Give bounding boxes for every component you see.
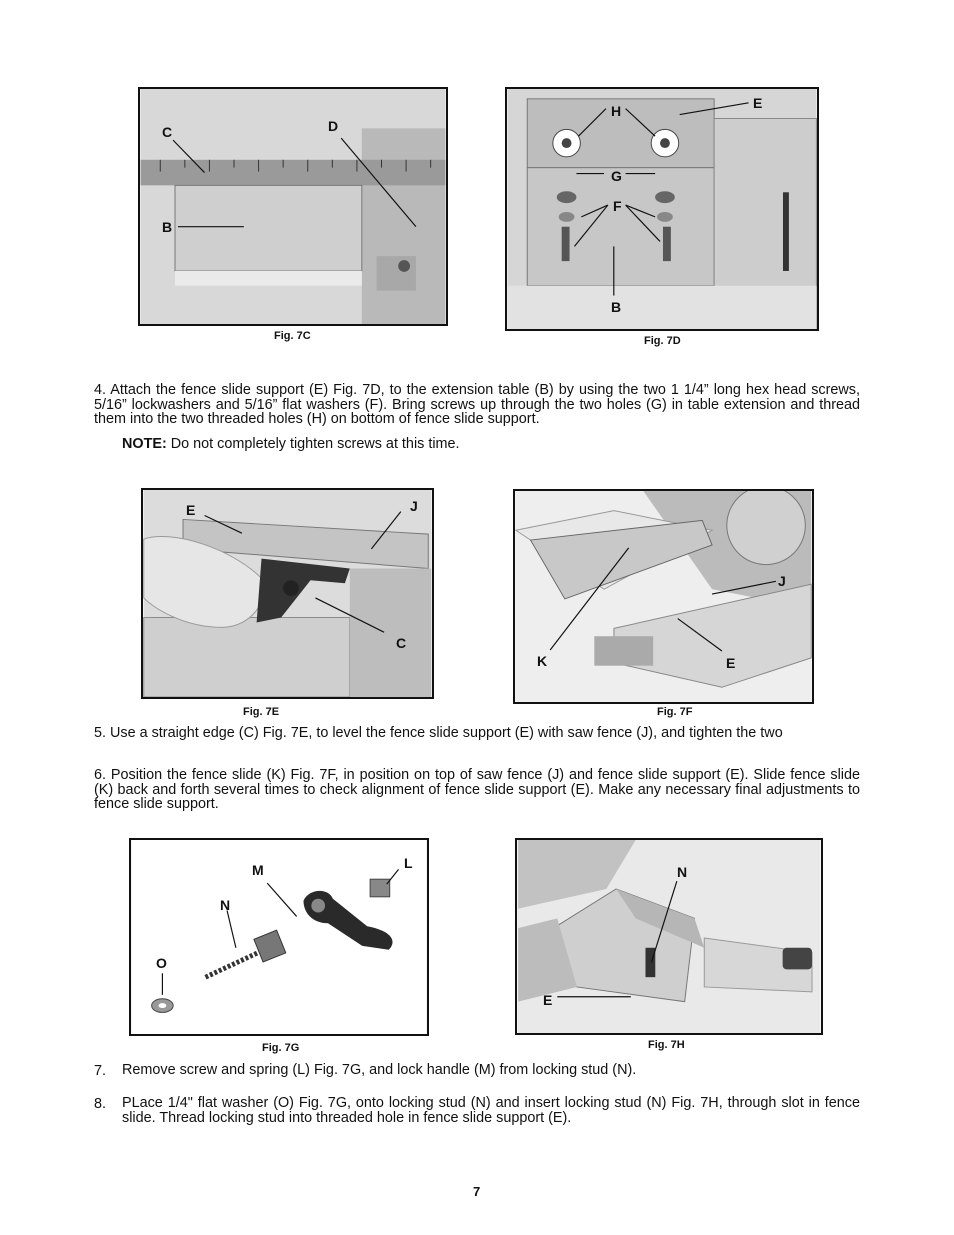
callout-m: M [252,862,264,878]
callout-c: C [162,124,173,140]
callout-e: E [753,95,763,111]
callout-j: J [410,498,418,514]
callout-b: B [611,299,622,315]
step-7: Remove screw and spring (L) Fig. 7G, and lock handle (M) from locking stud (N). [122,1062,637,1078]
figure-7h-caption: Fig. 7H [648,1039,685,1051]
step-6: 6. Position the fence slide (K) Fig. 7F, in position on top of saw fence (J) and fence slide support (E). Slide fence slide (K) back and forth several times to check alignment of fence slide support (E). Make any necessary final adjustments to fence slide support. [94,767,860,812]
step-7-number: 7. [94,1063,107,1079]
step-8: PLace 1/4" flat washer (O) Fig. 7G, onto locking stud (N) and insert locking stud (N) Fig. 7H, through slot in fence slide. Thread locking stud into threaded hole in fence slide support (E). [122,1095,860,1126]
callout-g: G [611,168,622,184]
note-text: Do not completely tighten screws at this time. [166,436,460,452]
callout-e: E [186,502,196,518]
straight-edge-illustration [140,89,446,324]
figure-7e-caption: Fig. 7E [243,706,280,718]
figure-7f-photo [513,489,814,704]
step-8-number: 8. [94,1096,107,1112]
figure-7c-photo [138,87,448,326]
callout-e: E [543,992,553,1008]
callout-k: K [537,653,548,669]
callout-f: F [613,198,622,214]
callout-e: E [726,655,736,671]
figure-7g-caption: Fig. 7G [262,1042,300,1054]
figure-7e-photo [141,488,434,699]
callout-h: H [611,103,622,119]
figure-7d-photo [505,87,819,331]
figure-7f-caption: Fig. 7F [657,706,693,718]
callout-l: L [404,855,413,871]
fence-slide-support-illustration [507,89,817,329]
step-4: 4. Attach the fence slide support (E) Fig. 7D, to the extension table (B) by using the two 1 1/4” long hex head screws, 5/16” lockwashers and 5/16” flat washers (F). Bring screws up through the two holes (G) in table extension and thread them into the two threaded holes (H) on bottom of fence slide support. [94,382,860,427]
callout-n: N [677,864,688,880]
step-5: 5. Use a straight edge (C) Fig. 7E, to level the fence slide support (E) with saw fence (J), and tighten the two [94,725,783,741]
note-label: NOTE: [122,436,167,452]
straight-edge-leveling-illustration [143,490,432,697]
callout-d: D [328,118,339,134]
locking-stud-parts-illustration [131,840,427,1034]
callout-b: B [162,219,173,235]
callout-j: J [778,573,786,589]
figure-7g-photo [129,838,429,1036]
callout-n: N [220,897,231,913]
locking-stud-installed-illustration [517,840,821,1033]
figure-7c-caption: Fig. 7C [274,330,311,342]
fence-slide-positioning-illustration [515,491,812,702]
figure-7d-caption: Fig. 7D [644,335,681,347]
note [122,437,860,452]
callout-c: C [396,635,407,651]
figure-7h-photo [515,838,823,1035]
page-number: 7 [473,1184,481,1199]
callout-o: O [156,955,167,971]
